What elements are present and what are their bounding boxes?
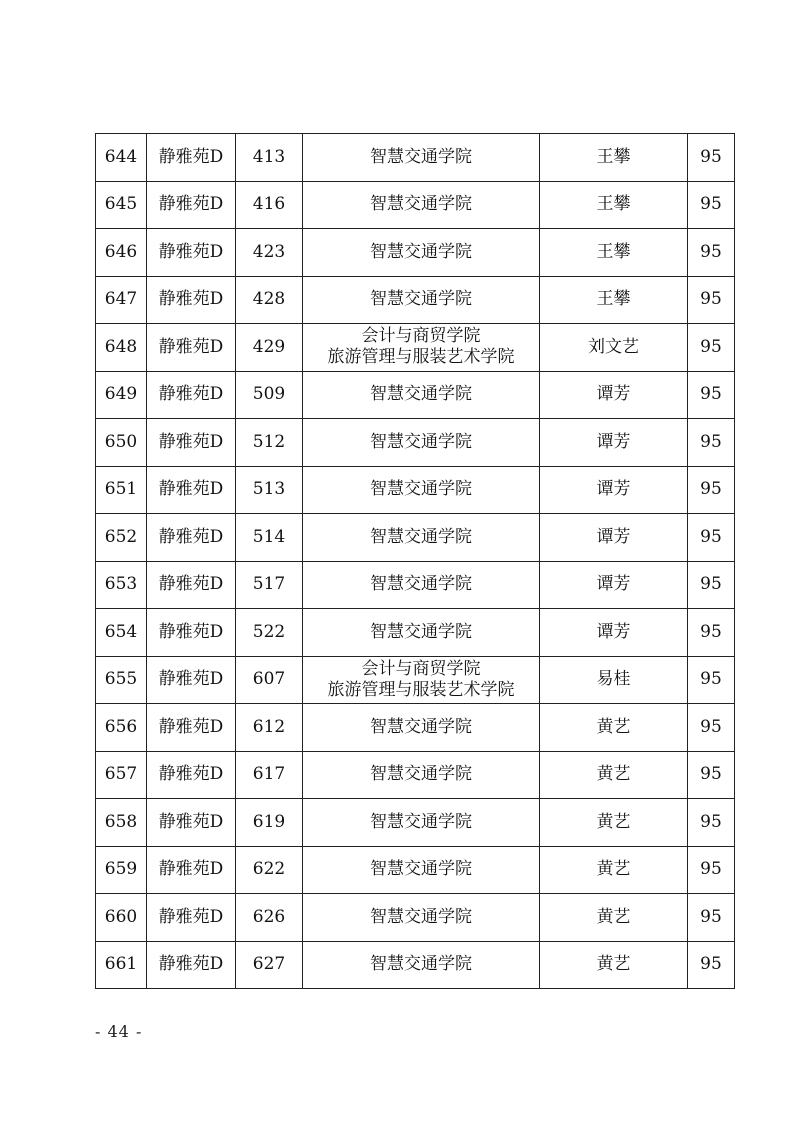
cell-score: 95 <box>688 371 735 419</box>
table-row <box>96 799 735 847</box>
cell-no: 661 <box>96 941 147 989</box>
cell-no: 646 <box>96 229 147 277</box>
cell-college <box>303 181 540 229</box>
college-name: 智慧交通学院 <box>370 431 472 452</box>
cell-college <box>303 846 540 894</box>
cell-building: 静雅苑D <box>147 514 236 562</box>
cell-person: 易桂 <box>540 656 688 704</box>
cell-room: 416 <box>236 181 303 229</box>
table-row <box>96 181 735 229</box>
cell-building: 静雅苑D <box>147 371 236 419</box>
cell-person: 王攀 <box>540 134 688 182</box>
cell-building: 静雅苑D <box>147 419 236 467</box>
cell-no: 652 <box>96 514 147 562</box>
cell-room: 517 <box>236 561 303 609</box>
cell-building: 静雅苑D <box>147 656 236 704</box>
cell-no: 656 <box>96 704 147 752</box>
table-row <box>96 846 735 894</box>
table-row <box>96 656 735 704</box>
cell-college <box>303 704 540 752</box>
cell-person: 王攀 <box>540 229 688 277</box>
college-name: 会计与商贸学院 <box>361 658 481 679</box>
cell-building: 静雅苑D <box>147 704 236 752</box>
cell-room: 622 <box>236 846 303 894</box>
cell-college <box>303 276 540 324</box>
cell-person: 谭芳 <box>540 419 688 467</box>
cell-college <box>303 229 540 277</box>
cell-room: 512 <box>236 419 303 467</box>
cell-score: 95 <box>688 514 735 562</box>
table-row <box>96 371 735 419</box>
cell-no: 657 <box>96 751 147 799</box>
cell-building: 静雅苑D <box>147 609 236 657</box>
cell-score: 95 <box>688 181 735 229</box>
cell-building: 静雅苑D <box>147 276 236 324</box>
cell-college <box>303 371 540 419</box>
table-row <box>96 419 735 467</box>
college-name: 智慧交通学院 <box>370 194 472 215</box>
cell-score: 95 <box>688 419 735 467</box>
cell-score: 95 <box>688 229 735 277</box>
cell-score: 95 <box>688 324 735 372</box>
cell-person: 王攀 <box>540 181 688 229</box>
table-body <box>96 134 735 989</box>
cell-college <box>303 561 540 609</box>
cell-building: 静雅苑D <box>147 751 236 799</box>
page-number: - 44 - <box>95 1022 143 1041</box>
cell-room: 509 <box>236 371 303 419</box>
college-name: 智慧交通学院 <box>370 241 472 262</box>
table-row <box>96 134 735 182</box>
college-name: 智慧交通学院 <box>370 384 472 405</box>
cell-college <box>303 609 540 657</box>
table-row <box>96 941 735 989</box>
cell-room: 612 <box>236 704 303 752</box>
cell-building: 静雅苑D <box>147 561 236 609</box>
cell-score: 95 <box>688 751 735 799</box>
cell-person: 谭芳 <box>540 466 688 514</box>
college-name: 智慧交通学院 <box>370 859 472 880</box>
cell-no: 650 <box>96 419 147 467</box>
cell-person: 黄艺 <box>540 941 688 989</box>
cell-score: 95 <box>688 799 735 847</box>
cell-score: 95 <box>688 134 735 182</box>
cell-no: 644 <box>96 134 147 182</box>
cell-room: 617 <box>236 751 303 799</box>
cell-college <box>303 324 540 372</box>
cell-college <box>303 514 540 562</box>
college-name: 智慧交通学院 <box>370 716 472 737</box>
cell-person: 黄艺 <box>540 751 688 799</box>
cell-no: 648 <box>96 324 147 372</box>
cell-building: 静雅苑D <box>147 941 236 989</box>
cell-score: 95 <box>688 941 735 989</box>
cell-no: 660 <box>96 894 147 942</box>
cell-room: 413 <box>236 134 303 182</box>
table-row <box>96 894 735 942</box>
cell-room: 626 <box>236 894 303 942</box>
table-row <box>96 751 735 799</box>
cell-person: 黄艺 <box>540 894 688 942</box>
cell-room: 607 <box>236 656 303 704</box>
cell-building: 静雅苑D <box>147 799 236 847</box>
cell-no: 649 <box>96 371 147 419</box>
cell-person: 黄艺 <box>540 799 688 847</box>
college-name: 智慧交通学院 <box>370 811 472 832</box>
cell-score: 95 <box>688 704 735 752</box>
college-name: 智慧交通学院 <box>370 621 472 642</box>
cell-score: 95 <box>688 466 735 514</box>
cell-building: 静雅苑D <box>147 324 236 372</box>
cell-building: 静雅苑D <box>147 229 236 277</box>
cell-building: 静雅苑D <box>147 846 236 894</box>
college-name: 智慧交通学院 <box>370 526 472 547</box>
cell-score: 95 <box>688 656 735 704</box>
cell-room: 428 <box>236 276 303 324</box>
cell-person: 黄艺 <box>540 846 688 894</box>
cell-college <box>303 466 540 514</box>
cell-college <box>303 751 540 799</box>
cell-no: 654 <box>96 609 147 657</box>
college-name: 智慧交通学院 <box>370 764 472 785</box>
cell-college <box>303 656 540 704</box>
cell-no: 658 <box>96 799 147 847</box>
table-row <box>96 704 735 752</box>
cell-no: 647 <box>96 276 147 324</box>
cell-person: 谭芳 <box>540 371 688 419</box>
college-name: 会计与商贸学院 <box>361 326 481 347</box>
cell-no: 653 <box>96 561 147 609</box>
cell-room: 619 <box>236 799 303 847</box>
table-row <box>96 276 735 324</box>
cell-room: 627 <box>236 941 303 989</box>
table-row <box>96 229 735 277</box>
cell-score: 95 <box>688 561 735 609</box>
cell-no: 651 <box>96 466 147 514</box>
college-name: 旅游管理与服装艺术学院 <box>327 347 515 368</box>
cell-person: 王攀 <box>540 276 688 324</box>
cell-college <box>303 941 540 989</box>
cell-person: 黄艺 <box>540 704 688 752</box>
college-name: 智慧交通学院 <box>370 954 472 975</box>
cell-score: 95 <box>688 894 735 942</box>
cell-building: 静雅苑D <box>147 466 236 514</box>
cell-room: 514 <box>236 514 303 562</box>
cell-person: 刘文艺 <box>540 324 688 372</box>
cell-college <box>303 799 540 847</box>
table-row <box>96 324 735 372</box>
cell-building: 静雅苑D <box>147 134 236 182</box>
cell-college <box>303 419 540 467</box>
college-name: 旅游管理与服装艺术学院 <box>327 679 515 700</box>
college-name: 智慧交通学院 <box>370 146 472 167</box>
cell-person: 谭芳 <box>540 514 688 562</box>
cell-person: 谭芳 <box>540 609 688 657</box>
cell-room: 513 <box>236 466 303 514</box>
cell-room: 423 <box>236 229 303 277</box>
college-name: 智慧交通学院 <box>370 906 472 927</box>
dorm-inspection-table <box>95 133 735 989</box>
table-row <box>96 466 735 514</box>
cell-room: 429 <box>236 324 303 372</box>
cell-score: 95 <box>688 846 735 894</box>
table-row <box>96 514 735 562</box>
cell-score: 95 <box>688 276 735 324</box>
table-row <box>96 561 735 609</box>
cell-person: 谭芳 <box>540 561 688 609</box>
cell-college <box>303 894 540 942</box>
table-row <box>96 609 735 657</box>
cell-no: 655 <box>96 656 147 704</box>
cell-building: 静雅苑D <box>147 181 236 229</box>
cell-building: 静雅苑D <box>147 894 236 942</box>
cell-no: 659 <box>96 846 147 894</box>
college-name: 智慧交通学院 <box>370 289 472 310</box>
college-name: 智慧交通学院 <box>370 479 472 500</box>
cell-score: 95 <box>688 609 735 657</box>
cell-college <box>303 134 540 182</box>
cell-no: 645 <box>96 181 147 229</box>
college-name: 智慧交通学院 <box>370 574 472 595</box>
cell-room: 522 <box>236 609 303 657</box>
